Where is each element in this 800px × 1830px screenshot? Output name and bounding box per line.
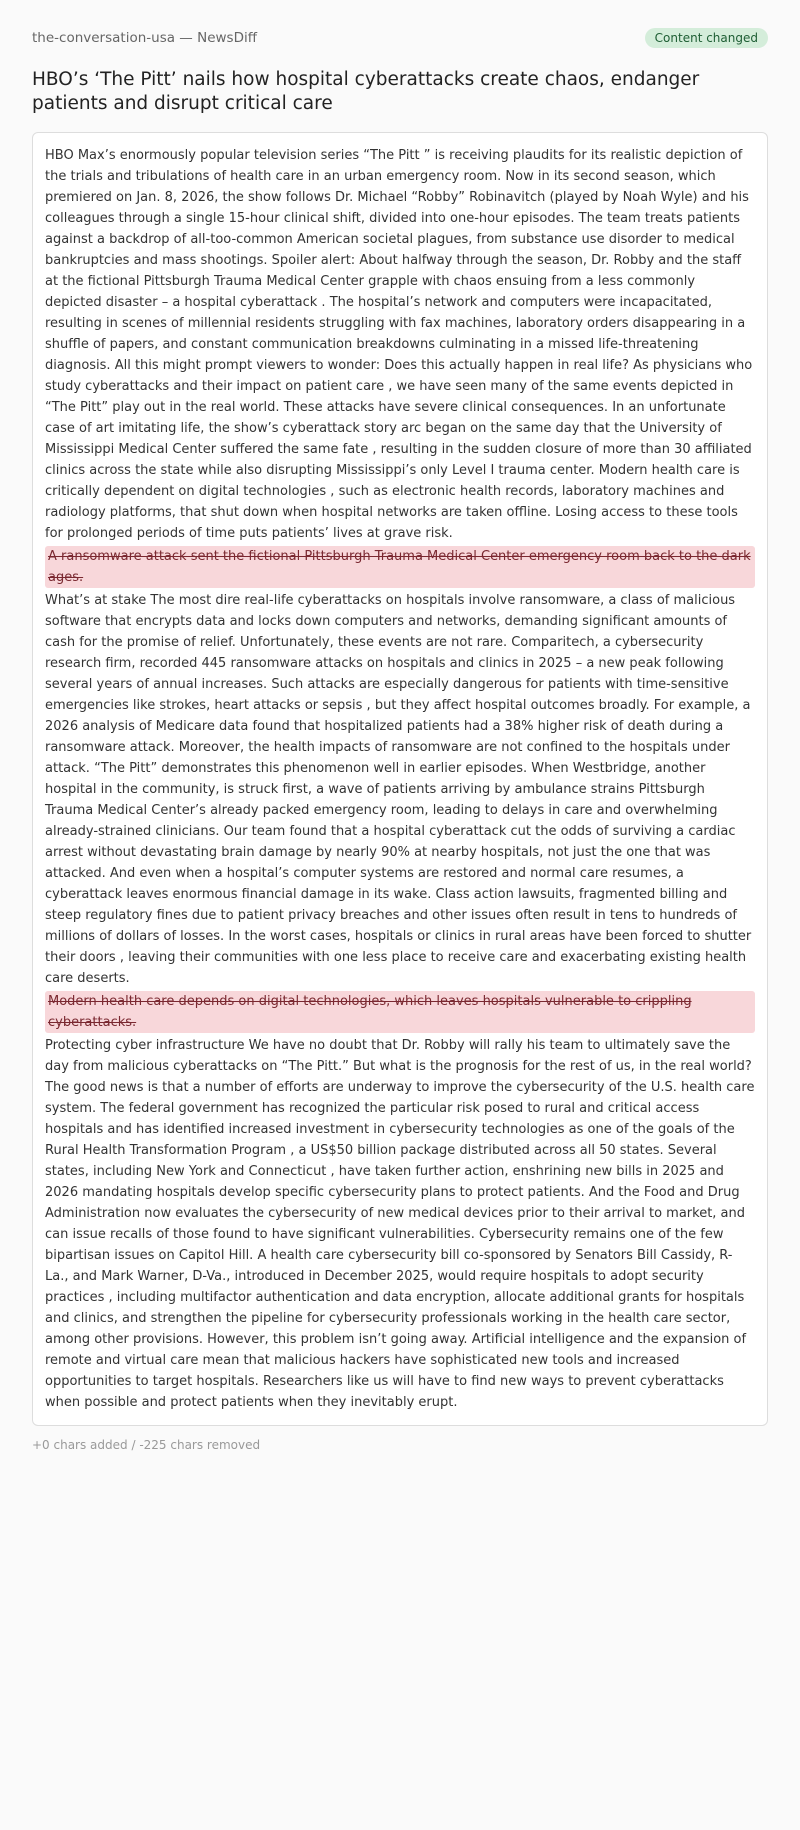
site-label: the-conversation-usa — NewsDiff (32, 30, 258, 46)
diff-segment-removed: Modern health care depends on digital technologies, which leaves hospitals vulnerable to crippling cyberattacks. (45, 991, 755, 1033)
diff-segment-removed: A ransomware attack sent the fictional Pittsburgh Trauma Medical Center emergency room back to the dark ages. (45, 546, 755, 588)
diff-container (32, 132, 768, 1426)
diff-stats: +0 chars added / -225 chars removed (32, 1438, 261, 1452)
top-bar (32, 28, 768, 48)
diff-segment-unchanged: HBO Max’s enormously popular television series “The Pitt ” is receiving plaudits for its realistic depiction of the trials and tribulations of health care in an urban emergency room. Now in its second season, which premiered on Jan. 8, 2026, the show follows Dr. Michael “Robby” Robinavitch (played by Noah Wyle) and his colleagues through a single 15-hour clinical shift, divided into one-hour episodes. The team treats patients against a backdrop of all-too-common American societal plagues, from substance use disorder to medical bankruptcies and mass shootings. Spoiler alert: About halfway through the season, Dr. Robby and the staff at the fictional Pittsburgh Trauma Medical Center grapple with chaos ensuing from a less commonly depicted disaster – a hospital cyberattack . The hospital’s network and computers were incapacitated, resulting in scenes of millennial residents struggling with fax machines, laboratory orders disappearing in a shuffle of papers, and constant communication breakdowns culminating in a missed life-threatening diagnosis. All this might prompt viewers to wonder: Does this actually happen in real life? As physicians who study cyberattacks and their impact on patient care , we have seen many of the same events depicted in “The Pitt” play out in the real world. These attacks have severe clinical consequences. In an unfortunate case of art imitating life, the show’s cyberattack story arc began on the same day that the University of Mississippi Medical Center suffered the same fate , resulting in the sudden closure of more than 30 affiliated clinics across the state while also disrupting Mississippi’s only Level I trauma center. Modern health care is critically dependent on digital technologies , such as electronic health records, laboratory machines and radiology platforms, that shut down when hospital networks are taken offline. Losing access to these tools for prolonged periods of time puts patients’ lives at grave risk. (45, 148, 753, 541)
diff-segment-unchanged: What’s at stake The most dire real-life cyberattacks on hospitals involve ransomware, a class of malicious software that encrypts data and locks down computers and networks, demanding significant amounts of cash for the promise of relief. Unfortunately, these events are not rare. Comparitech, a cybersecurity research firm, recorded 445 ransomware attacks on hospitals and clinics in 2025 – a new peak following several years of annual increases. Such attacks are especially dangerous for patients with time-sensitive emergencies like strokes, heart attacks or sepsis , but they affect hospital outcomes broadly. For example, a 2026 analysis of Medicare data found that hospitalized patients had a 38% higher risk of death during a ransomware attack. Moreover, the health impacts of ransomware are not confined to the hospitals under attack. “The Pitt” demonstrates this phenomenon well in earlier episodes. When Westbridge, another hospital in the community, is struck first, a wave of patients arriving by ambulance strains Pittsburgh Trauma Medical Center’s already packed emergency room, leading to delays in care and overwhelming already-strained clinicians. Our team found that a hospital cyberattack cut the odds of surviving a cardiac arrest without devastating brain damage by nearly 90% at nearby hospitals, not just the one that was attacked. And even when a hospital’s computer systems are restored and normal care resumes, a cyberattack leaves enormous financial damage in its wake. Class action lawsuits, fragmented billing and steep regulatory fines due to patient privacy breaches and other issues often result in tens to hundreds of millions of dollars of losses. In the worst cases, hospitals or clinics in rural areas have been forced to shutter their doors , leaving their communities with one less place to receive care and exacerbating existing health care deserts. (45, 593, 752, 986)
article-title: HBO’s ‘The Pitt’ nails how hospital cyberattacks create chaos, endanger patients and disrupt critical care (32, 69, 700, 114)
status-badge: Content changed (645, 28, 768, 48)
diff-segment-unchanged: Protecting cyber infrastructure We have no doubt that Dr. Robby will rally his team to ultimately save the day from malicious cyberattacks on “The Pitt.” But what is the prognosis for the rest of us, in the real world? The good news is that a number of efforts are underway to improve the cybersecurity of the U.S. health care system. The federal government has recognized the particular risk posed to rural and critical access hospitals and has identified increased investment in cybersecurity technologies as one of the goals of the Rural Health Transformation Program , a US$50 billion package distributed across all 50 states. Several states, including New York and Connecticut , have taken further action, enshrining new bills in 2025 and 2026 mandating hospitals develop specific cybersecurity plans to protect patients. And the Food and Drug Administration now evaluates the cybersecurity of new medical devices prior to their arrival to market, and can issue recalls of those found to have significant vulnerabilities. Cybersecurity remains one of the few bipartisan issues on Capitol Hill. A health care cybersecurity bill co-sponsored by Senators Bill Cassidy, R-La., and Mark Warner, D-Va., introduced in December 2025, would require hospitals to adopt security practices , including multifactor authentication and data encryption, allocate additional grants for hospitals and clinics, and strengthen the pipeline for cybersecurity professionals working in the health care sector, among other provisions. However, this problem isn’t going away. Artificial intelligence and the expansion of remote and virtual care mean that malicious hackers have sophisticated new tools and increased opportunities to target hospitals. Researchers like us will have to find new ways to prevent cyberattacks when possible and protect patients when they inevitably erupt. (45, 1038, 755, 1410)
